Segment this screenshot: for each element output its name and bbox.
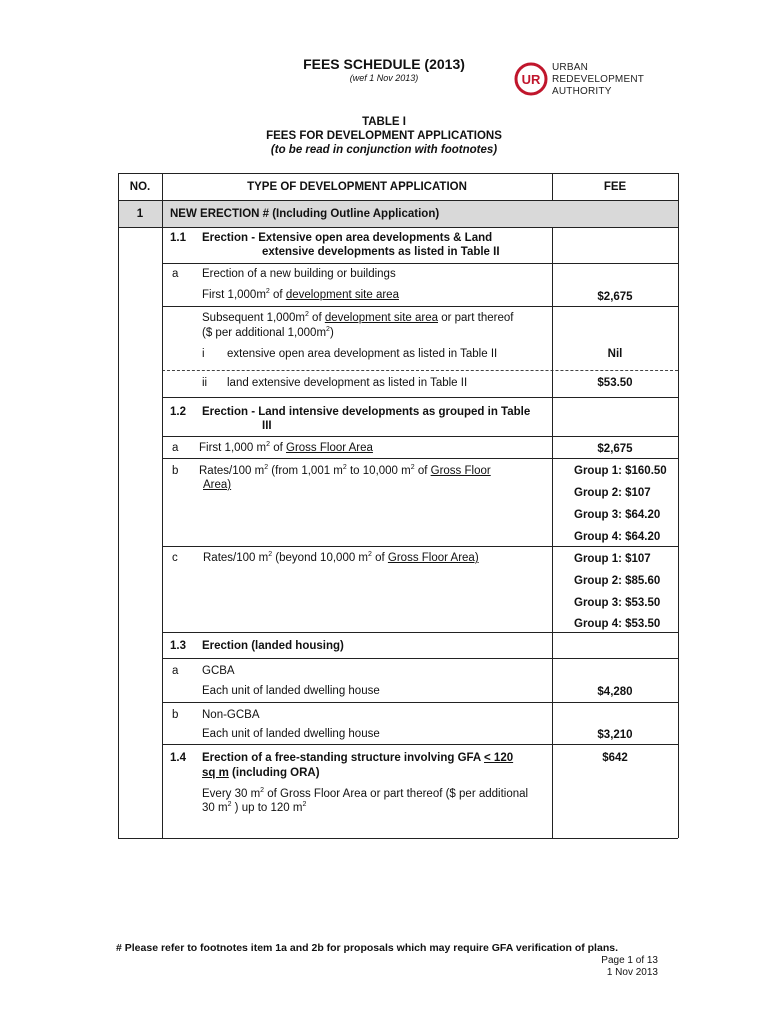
ura-logo-icon (514, 62, 548, 96)
page-info (601, 955, 658, 979)
table-label: TABLE I (362, 116, 406, 128)
item-letter-c: c (172, 552, 178, 564)
item-label: GCBA (202, 665, 235, 677)
fee-value: $3,210 (597, 729, 633, 741)
item-text: Erection of a new building or buildings (202, 268, 396, 280)
item-text: Subsequent $1,000m^2$ of development site area or part thereof (202, 311, 514, 324)
item-text: ($ per additional $1,000m^2$) (202, 326, 334, 339)
effective-date: (wef 1 Nov 2013) (349, 73, 419, 83)
item-text: Rates/100 $m^2$ (beyond 10,000 $m^2$ of Gross Floor Area) (203, 551, 479, 564)
subsection-number-1-3: 1.3 (170, 640, 186, 652)
fee-value: $4,280 (597, 686, 633, 698)
subsection-title-1-1-a: Erection - Extensive open area developments & Land (202, 232, 493, 244)
item-letter-b: b (172, 465, 179, 477)
logo-line-1: URBAN (552, 62, 589, 73)
group-fee: Group 4: $64.20 (574, 531, 661, 543)
item-text: Each unit of landed dwelling house (202, 728, 380, 740)
item-letter-a: a (172, 268, 179, 280)
section-title: NEW ERECTION # (Including Outline Application) (170, 208, 440, 220)
item-text: Area) (203, 479, 232, 491)
item-text: extensive open area development as listed in Table II (227, 348, 498, 360)
table-title: FEES FOR DEVELOPMENT APPLICATIONS (266, 130, 502, 142)
group-fee: Group 3: $64.20 (574, 509, 661, 521)
item-text: land extensive development as listed in Table II (227, 377, 468, 389)
col-header-fee: FEE (603, 181, 627, 193)
subsection-title-1-3: Erection (landed housing) (202, 640, 344, 652)
group-fee: Group 2: $107 (574, 487, 651, 499)
page-number: Page 1 of 13 (601, 955, 658, 966)
item-roman: i (202, 348, 205, 360)
item-text: First 1,000 $m^2$ of Gross Floor Area (199, 441, 373, 454)
group-fee: Group 2: $85.60 (574, 575, 661, 587)
footnote: # Please refer to footnotes item 1a and 2b for proposals which may require GFA verification of plans. (116, 942, 618, 954)
group-fee: Group 1: $160.50 (574, 465, 667, 477)
item-text: First $1,000m^2$ of development site area (202, 288, 399, 301)
subsection-title-1-2-b: III (262, 420, 272, 432)
subsection-title-1-1-b: extensive developments as listed in Table II (262, 246, 500, 258)
group-fee: Group 3: $53.50 (574, 597, 661, 609)
item-text: Every 30 $m^2$ of Gross Floor Area or part thereof ($ per additional (202, 787, 529, 800)
group-fee: Group 1: $107 (574, 553, 651, 565)
item-roman: ii (202, 377, 208, 389)
ura-logo (514, 62, 664, 102)
item-text: Each unit of landed dwelling house (202, 685, 380, 697)
item-letter-a: a (172, 665, 179, 677)
table-note: (to be read in conjunction with footnotes) (270, 144, 498, 156)
item-text: 30 $m^2$ ) up to 120 $m^2$ (202, 801, 307, 814)
logo-wordmark (552, 62, 644, 98)
item-text: Rates/100 $m^2$ (from 1,001 $m^2$ to 10,000 $m^2$ of Gross Floor (199, 464, 491, 477)
fee-value: $2,675 (597, 443, 633, 455)
subsection-title-1-2-a: Erection - Land intensive developments as grouped in Table (202, 406, 531, 418)
subsection-title-1-4-line2: sq m (including ORA) (202, 767, 320, 779)
fee-value: $642 (602, 752, 628, 764)
section-number: 1 (136, 208, 144, 220)
fee-value: $53.50 (597, 377, 633, 389)
logo-line-3: AUTHORITY (552, 86, 612, 97)
fee-value: $2,675 (597, 291, 633, 303)
logo-line-2: REDEVELOPMENT (552, 74, 645, 85)
group-fee: Group 4: $53.50 (574, 618, 661, 630)
subsection-title-1-4: Erection of a free-standing structure involving GFA < 120 (202, 752, 514, 764)
col-header-type: TYPE OF DEVELOPMENT APPLICATION (247, 181, 467, 193)
logo-mark: UR (521, 72, 541, 87)
page-title: FEES SCHEDULE (2013) (303, 56, 465, 72)
item-label: Non-GCBA (202, 709, 260, 721)
subsection-number-1-4: 1.4 (170, 752, 186, 764)
subsection-number-1-1: 1.1 (170, 232, 186, 244)
item-letter-a: a (172, 442, 179, 454)
page-date: 1 Nov 2013 (606, 967, 658, 978)
subsection-number-1-2: 1.2 (170, 406, 186, 418)
fee-value: Nil (607, 348, 623, 360)
col-header-no: NO. (129, 181, 151, 193)
item-letter-b: b (172, 709, 179, 721)
